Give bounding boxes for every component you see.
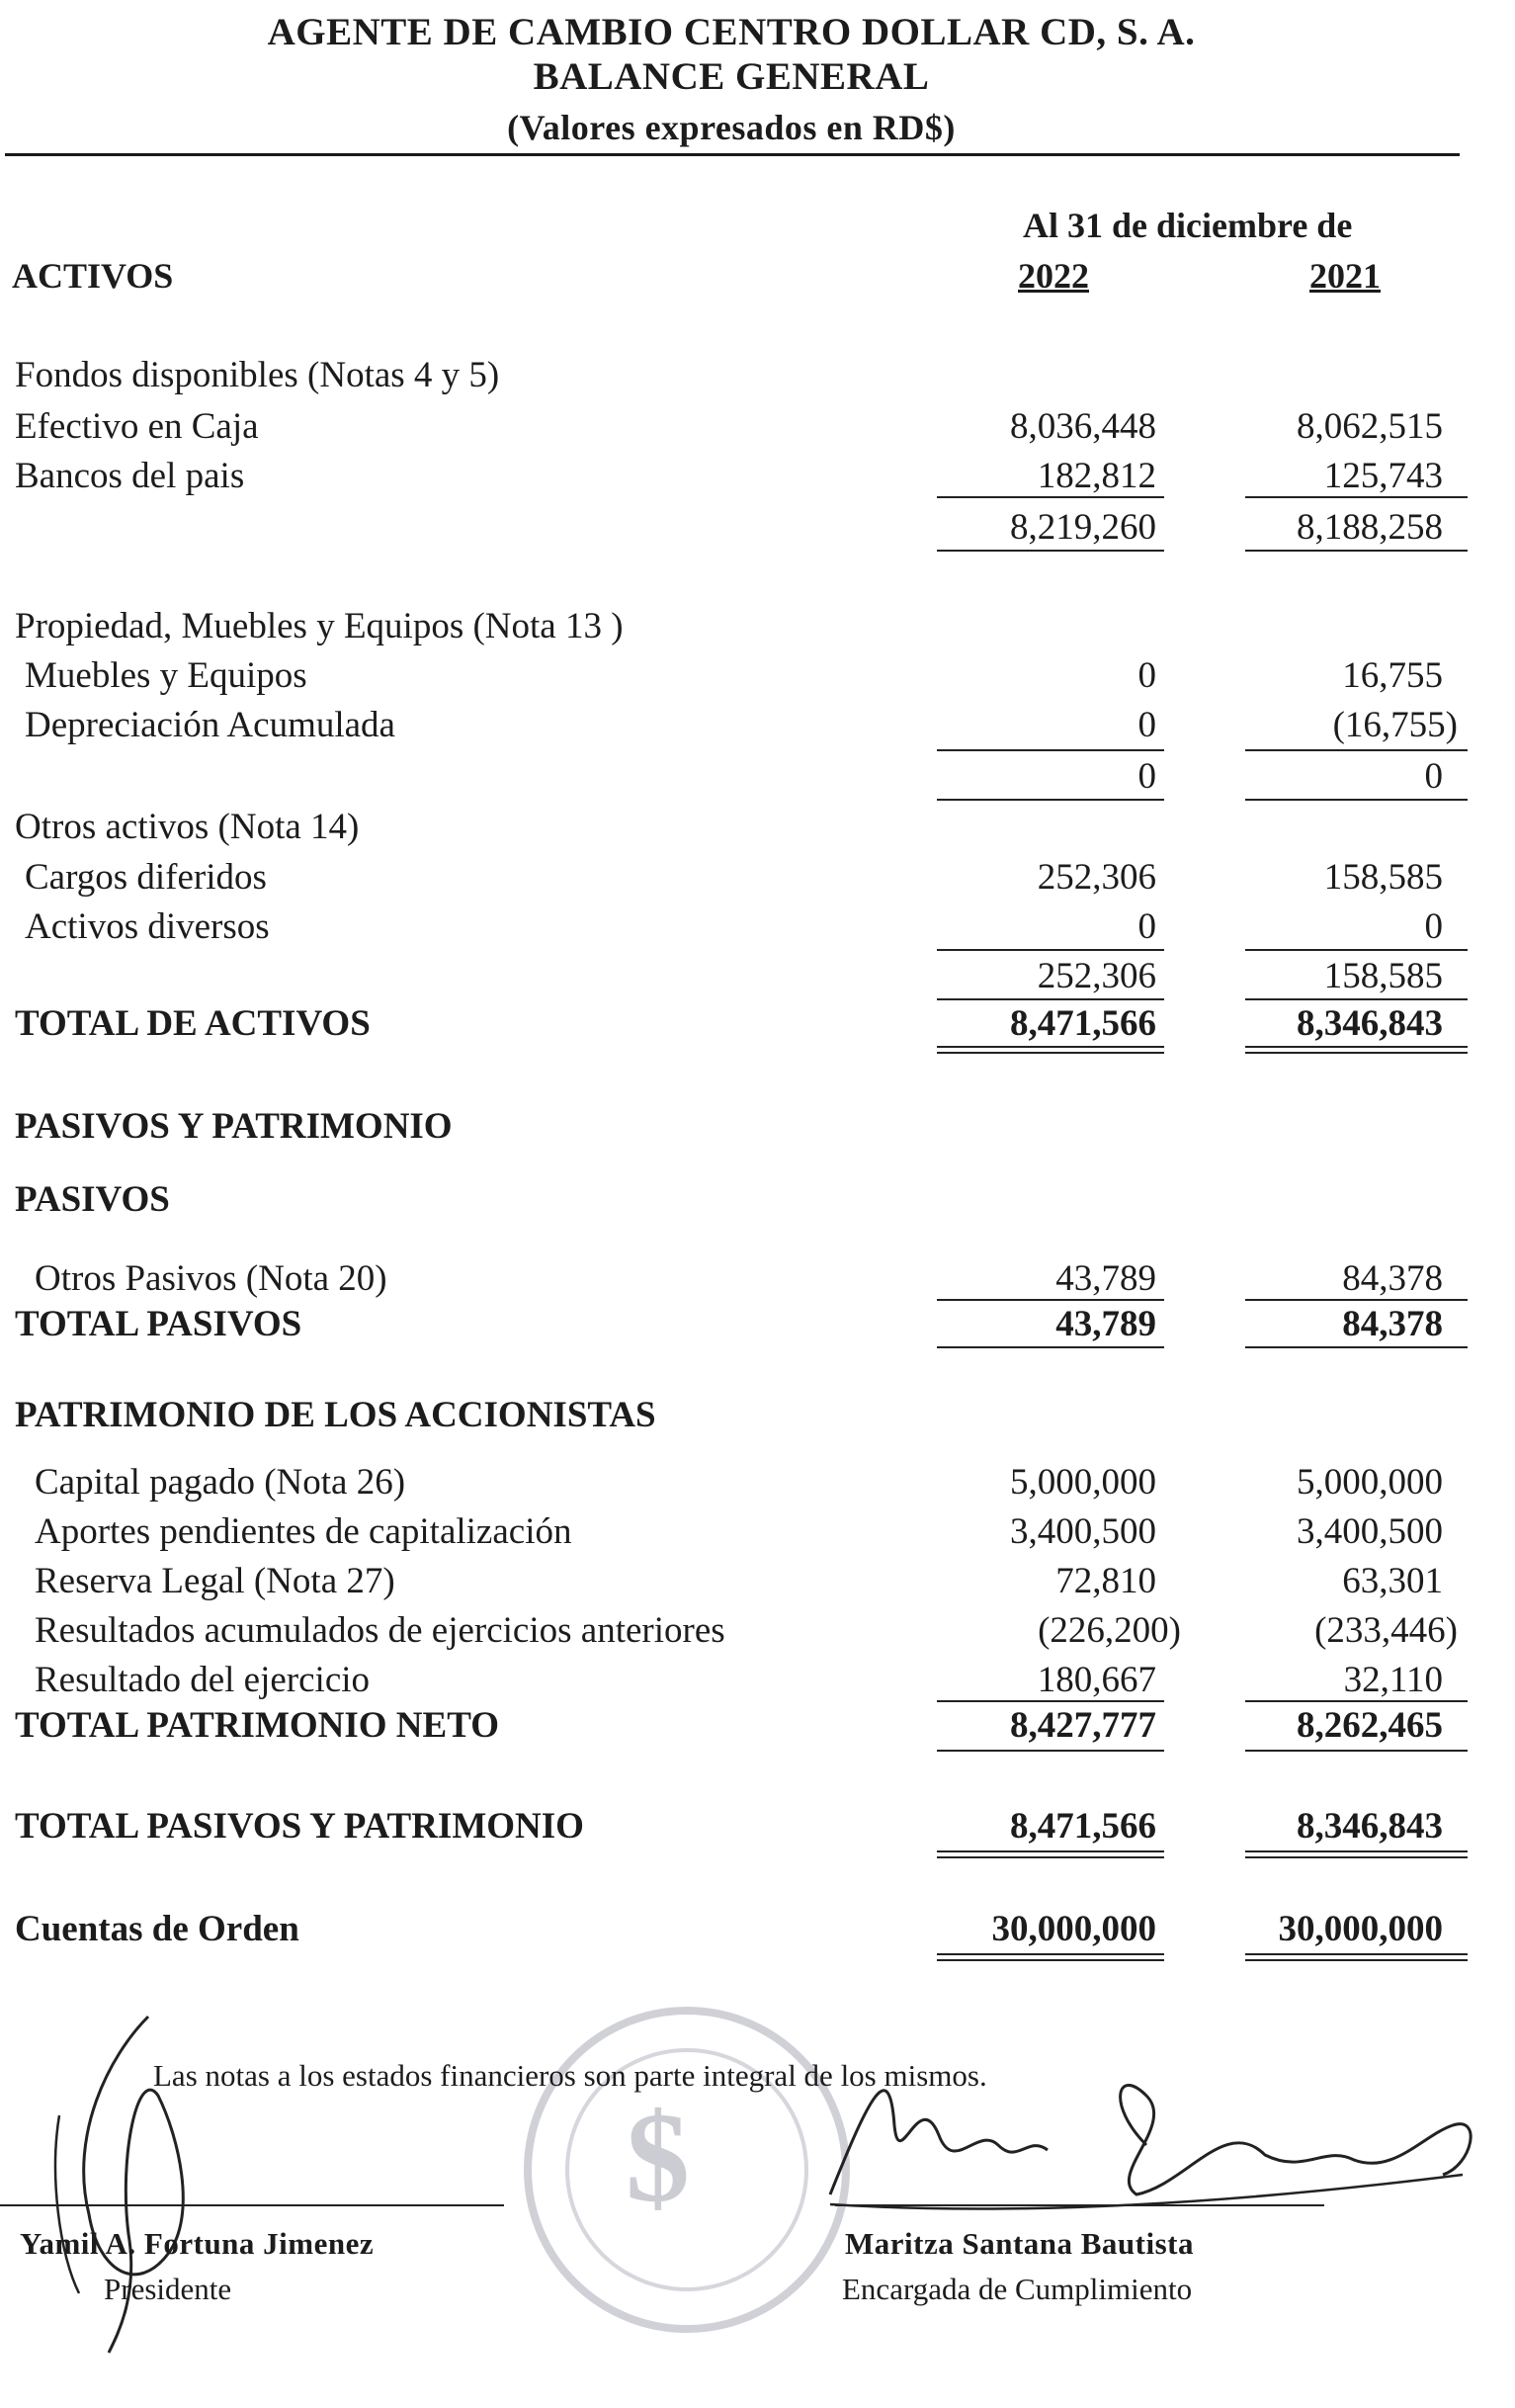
handwritten-signatures [0,1977,1515,2402]
double-underline [1245,1953,1468,1961]
notes-disclaimer: Las notas a los estados financieros son parte integral de los mismos. [153,2058,987,2093]
company-name: AGENTE DE CAMBIO CENTRO DOLLAR CD, S. A. [267,11,1196,53]
underline [937,799,1164,801]
capital-label: Capital pagado (Nota 26) [35,1462,406,1503]
otros-pasivos-2022: 43,789 [1055,1258,1156,1299]
otros-pasivos-2021: 84,378 [1342,1258,1443,1299]
signature-line-2 [835,2204,1324,2206]
underline [1245,1299,1468,1301]
resultados-acum-label: Resultados acumulados de ejercicios anteriores [35,1610,725,1651]
propiedad-label: Propiedad, Muebles y Equipos (Nota 13 ) [15,606,624,646]
otros-pasivos-label: Otros Pasivos (Nota 20) [35,1258,387,1299]
diversos-label: Activos diversos [25,906,270,947]
seal-dollar-symbol: $ [626,2087,690,2229]
report-title: BALANCE GENERAL [533,55,930,98]
underline [1245,749,1468,751]
fondos-subtotal-2021: 8,188,258 [1297,507,1443,548]
cargos-label: Cargos diferidos [25,857,267,898]
resultados-acum-2021: (233,446) [1314,1610,1458,1651]
cargos-2021: 158,585 [1323,857,1443,898]
efectivo-2022: 8,036,448 [1010,406,1156,447]
underline [937,1346,1164,1348]
signature-2 [830,2091,1048,2194]
currency-note: (Valores expresados en RD$) [507,108,956,147]
otros-subtotal-2022: 252,306 [1037,956,1156,996]
underline [937,749,1164,751]
total-patrimonio-label: TOTAL PATRIMONIO NETO [15,1705,499,1746]
propiedad-subtotal-2021: 0 [1424,756,1443,797]
signer2-name: Maritza Santana Bautista [845,2226,1194,2261]
resultado-ej-2021: 32,110 [1343,1660,1443,1700]
diversos-2021: 0 [1424,906,1443,947]
total-patrimonio-2022: 8,427,777 [1010,1705,1156,1746]
bancos-2021: 125,743 [1323,456,1443,496]
aportes-2022: 3,400,500 [1010,1511,1156,1552]
total-pasivos-2022: 43,789 [1055,1304,1156,1344]
fondos-label: Fondos disponibles (Notas 4 y 5) [15,355,500,395]
underline [937,949,1164,951]
double-underline [937,1850,1164,1858]
depreciacion-2021: (16,755) [1332,705,1458,745]
signer1-title: Presidente [104,2272,232,2306]
signer1-name: Yamil A. Fortuna Jimenez [20,2226,375,2261]
depreciacion-label: Depreciación Acumulada [25,705,395,745]
capital-2022: 5,000,000 [1010,1462,1156,1503]
double-underline [1245,1046,1468,1054]
resultados-acum-2022: (226,200) [1038,1610,1181,1651]
reserva-label: Reserva Legal (Nota 27) [35,1561,395,1601]
underline [1245,550,1468,552]
efectivo-2021: 8,062,515 [1297,406,1443,447]
depreciacion-2022: 0 [1137,705,1156,745]
bancos-2022: 182,812 [1037,456,1156,496]
cuentas-orden-2022: 30,000,000 [991,1909,1156,1949]
double-underline [937,1046,1164,1054]
underline [937,1299,1164,1301]
fondos-subtotal-2022: 8,219,260 [1010,507,1156,548]
underline [1245,1700,1468,1702]
underline [937,998,1164,1000]
year-2022-header: 2022 [1018,256,1089,296]
cargos-2022: 252,306 [1037,857,1156,898]
activos-heading: ACTIVOS [12,256,174,296]
aportes-label: Aportes pendientes de capitalización [35,1511,572,1552]
cuentas-orden-2021: 30,000,000 [1278,1909,1443,1949]
muebles-2022: 0 [1137,655,1156,696]
underline [1245,1750,1468,1752]
double-underline [937,1953,1164,1961]
signature-2-surname [1121,2086,1471,2194]
total-pasivos-label: TOTAL PASIVOS [15,1304,302,1344]
otros-activos-label: Otros activos (Nota 14) [15,807,360,847]
underline [937,496,1164,498]
underline [937,1750,1164,1752]
pasivos-heading: PASIVOS [15,1179,170,1220]
total-pp-label: TOTAL PASIVOS Y PATRIMONIO [15,1806,584,1847]
header-rule [5,153,1460,156]
muebles-label: Muebles y Equipos [25,655,307,696]
total-activos-label: TOTAL DE ACTIVOS [15,1003,371,1044]
total-pasivos-2021: 84,378 [1342,1304,1443,1344]
reserva-2022: 72,810 [1055,1561,1156,1601]
underline [1245,998,1468,1000]
double-underline [1245,1850,1468,1858]
underline [937,550,1164,552]
signature-line-1 [0,2204,504,2206]
underline [1245,949,1468,951]
resultado-ej-2022: 180,667 [1037,1660,1156,1700]
efectivo-label: Efectivo en Caja [15,406,259,447]
underline [937,1700,1164,1702]
propiedad-subtotal-2022: 0 [1137,756,1156,797]
patrimonio-heading: PATRIMONIO DE LOS ACCIONISTAS [15,1395,656,1435]
diversos-2022: 0 [1137,906,1156,947]
year-2021-header: 2021 [1309,256,1381,296]
otros-subtotal-2021: 158,585 [1323,956,1443,996]
resultado-ej-label: Resultado del ejercicio [35,1660,371,1700]
pasivos-patrimonio-heading: PASIVOS Y PATRIMONIO [15,1106,453,1147]
total-activos-2022: 8,471,566 [1010,1003,1156,1044]
total-pp-2022: 8,471,566 [1010,1806,1156,1847]
aportes-2021: 3,400,500 [1297,1511,1443,1552]
underline [1245,496,1468,498]
capital-2021: 5,000,000 [1297,1462,1443,1503]
total-activos-2021: 8,346,843 [1297,1003,1443,1044]
muebles-2021: 16,755 [1342,655,1443,696]
underline [1245,1346,1468,1348]
signer2-title: Encargada de Cumplimiento [842,2272,1193,2306]
period-label: Al 31 de diciembre de [1023,206,1353,245]
total-patrimonio-2021: 8,262,465 [1297,1705,1443,1746]
reserva-2021: 63,301 [1342,1561,1443,1601]
underline [1245,799,1468,801]
bancos-label: Bancos del pais [15,456,245,496]
cuentas-orden-label: Cuentas de Orden [15,1909,299,1949]
total-pp-2021: 8,346,843 [1297,1806,1443,1847]
